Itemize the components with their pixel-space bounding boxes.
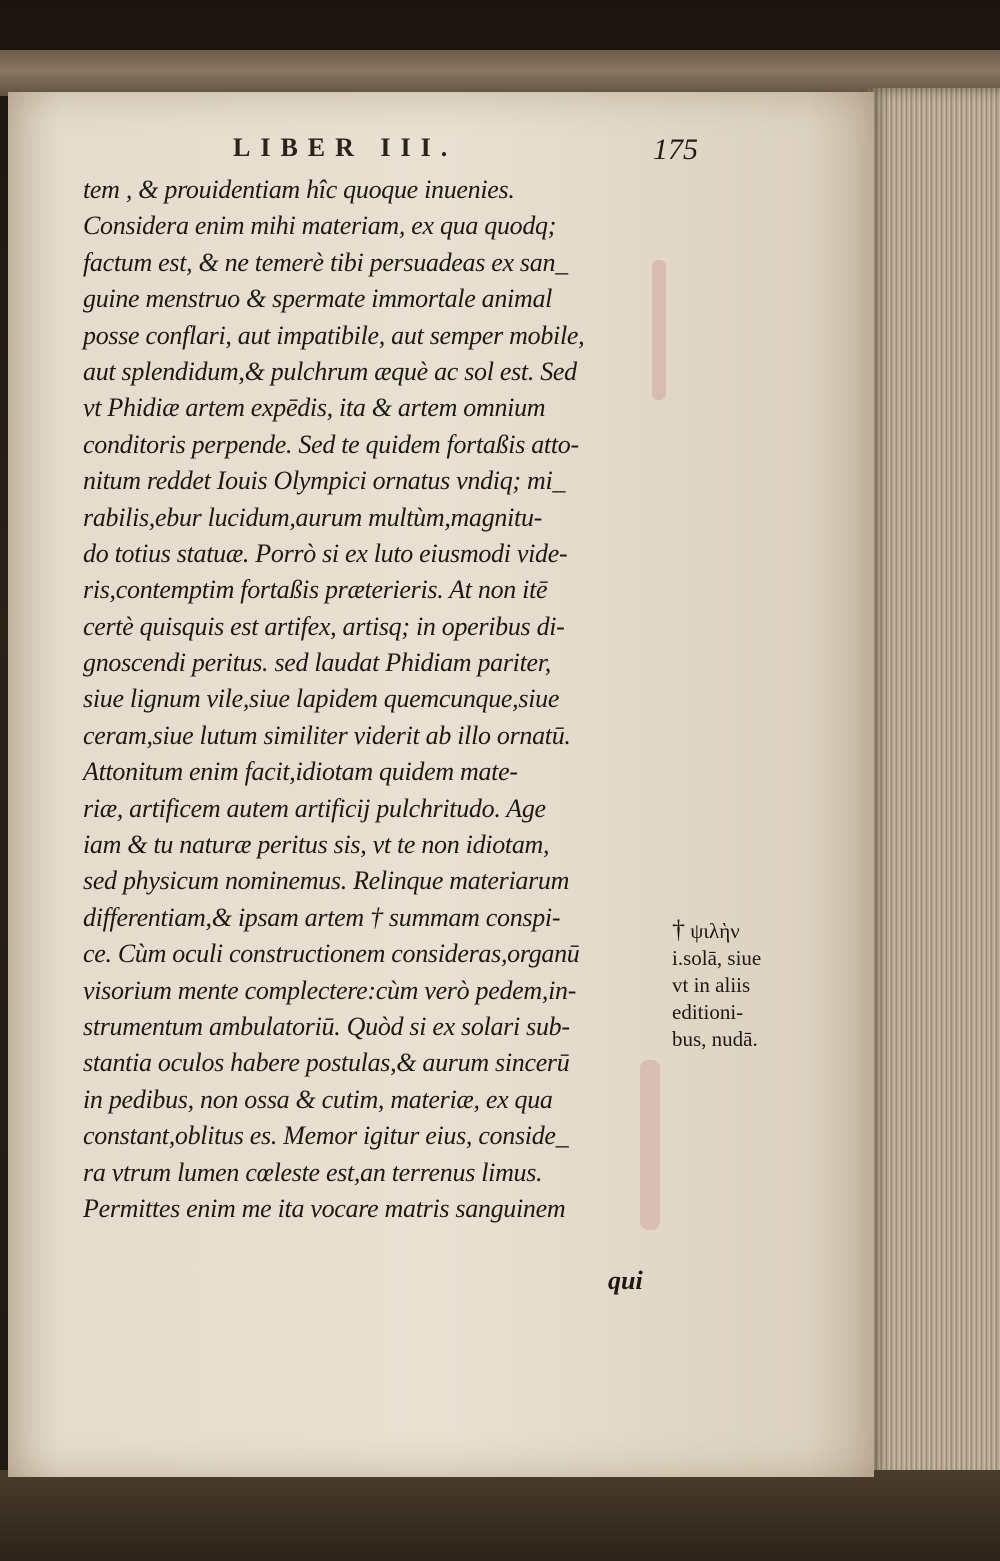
text-line: stantia oculos habere postulas,& aurum sincerū bbox=[83, 1048, 570, 1078]
text-line: differentiam,& ipsam artem † summam conspi- bbox=[83, 902, 561, 932]
margin-note-line: bus, nudā. bbox=[672, 1027, 758, 1051]
text-line: tem , & prouidentiam hîc quoque inuenies. bbox=[83, 175, 515, 204]
text-line: strumentum ambulatoriū. Quòd si ex solari sub- bbox=[83, 1011, 570, 1041]
text-line: ceram,siue lutum similiter viderit ab illo ornatū. bbox=[83, 720, 571, 750]
text-line: Attonitum enim facit,idiotam quidem mate- bbox=[83, 757, 518, 787]
text-line: iam & tu naturæ peritus sis, vt te non idiotam, bbox=[83, 830, 550, 860]
text-line: nitum reddet Iouis Olympici ornatus vndiq; mi_ bbox=[83, 466, 566, 496]
text-line: vt Phidiæ artem expēdis, ita & artem omnium bbox=[83, 393, 546, 423]
body-text bbox=[83, 172, 683, 1227]
margin-note bbox=[672, 916, 802, 1053]
book-bottom-edge bbox=[0, 1470, 1000, 1561]
text-line: constant,oblitus es. Memor igitur eius, conside_ bbox=[83, 1121, 569, 1151]
catchword: qui bbox=[608, 1266, 643, 1295]
text-line: siue lignum vile,siue lapidem quemcunque,siue bbox=[83, 684, 560, 714]
text-line: ra vtrum lumen cœleste est,an terrenus limus. bbox=[83, 1157, 543, 1187]
text-line: certè quisquis est artifex, artisq; in operibus di- bbox=[83, 611, 565, 641]
text-line: ce. Cùm oculi constructionem consideras,organū bbox=[83, 939, 580, 969]
text-line: posse conflari, aut impatibile, aut semper mobile, bbox=[83, 320, 585, 350]
text-line: sed physicum nominemus. Relinque materiarum bbox=[83, 866, 570, 896]
book-top-edge bbox=[0, 50, 1000, 96]
page-number: 175 bbox=[653, 133, 698, 166]
text-line: gnoscendi peritus. sed laudat Phidiam pariter, bbox=[83, 648, 551, 678]
margin-note-line: vt in aliis bbox=[672, 973, 751, 997]
text-line: riæ, artificem autem artificij pulchritudo. Age bbox=[83, 793, 546, 823]
text-line: in pedibus, non ossa & cutim, materiæ, ex qua bbox=[83, 1084, 553, 1114]
text-line: visorium mente complectere:cùm verò pedem,in- bbox=[83, 975, 577, 1005]
margin-note-line: i.solā, siue bbox=[672, 946, 762, 970]
greek-word: ψιλὴν bbox=[690, 919, 740, 943]
page-header bbox=[128, 133, 718, 173]
text-line: ris,contemptim fortaßis præterieris. At non itē bbox=[83, 575, 548, 605]
text-line: Considera enim mihi materiam, ex qua quodq; bbox=[83, 211, 557, 241]
text-line: factum est, & ne temerè tibi persuadeas ex san_ bbox=[83, 247, 568, 277]
margin-note-line: editioni- bbox=[672, 1000, 744, 1024]
text-line: rabilis,ebur lucidum,aurum multùm,magnitu- bbox=[83, 502, 543, 532]
running-title: LIBER III. bbox=[233, 133, 458, 162]
text-line: Permittes enim me ita vocare matris sanguinem bbox=[83, 1193, 566, 1223]
text-line: aut splendidum,& pulchrum æquè ac sol est. Sed bbox=[83, 356, 577, 386]
text-line: conditoris perpende. Sed te quidem fortaßis atto- bbox=[83, 429, 579, 459]
text-line: guine menstruo & spermate immortale animal bbox=[83, 284, 553, 314]
dagger-mark: † bbox=[672, 915, 685, 944]
page-fore-edge bbox=[868, 88, 1000, 1483]
text-line: do totius statuæ. Porrò si ex luto eiusmodi vide- bbox=[83, 538, 568, 568]
